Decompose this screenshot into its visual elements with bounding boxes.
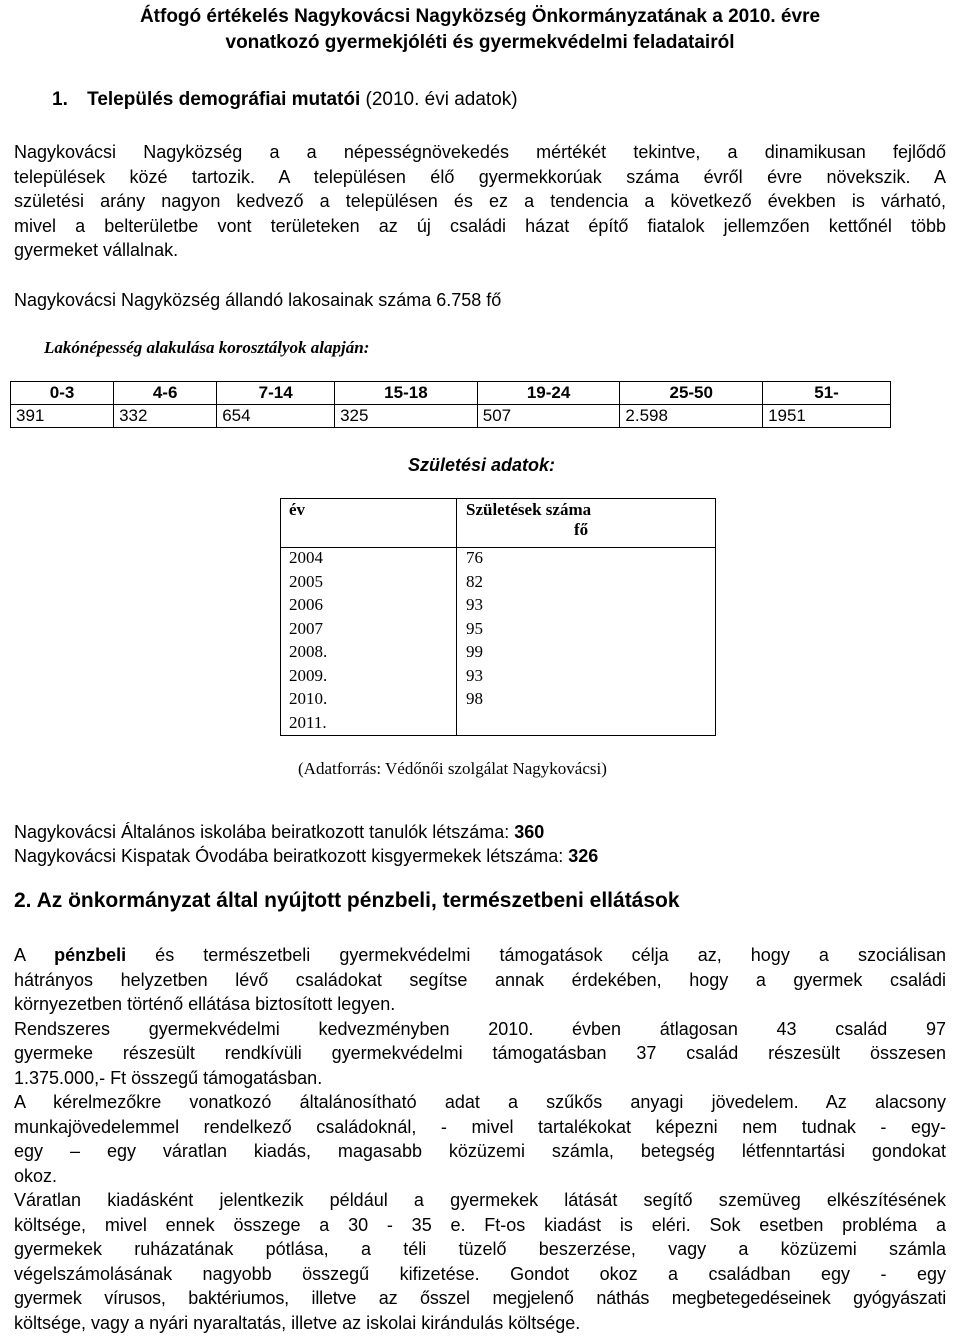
age-table-caption: Lakónépesség alakulása korosztályok alapján:	[44, 338, 370, 357]
body-line: okoz.	[14, 1165, 58, 1186]
births-header-row	[280, 498, 715, 548]
births-count-cell: 76	[466, 548, 483, 567]
age-value-cell: 507	[477, 405, 620, 428]
body-line: A kérelmezőkre vonatkozó általánosítható adat a szűkős anyagi jövedelem. Az alacsony	[14, 1092, 946, 1112]
body-line: hátrányos helyzetben lévő családokat segítse annak érdekében, hogy a gyermek családi	[14, 969, 946, 990]
section-1-heading-rest: (2010. évi adatok)	[360, 89, 518, 110]
births-count-header	[457, 498, 716, 548]
body-line: környezetben történő ellátása biztosított legyen.	[14, 994, 396, 1014]
births-year-cell: 2004	[280, 548, 457, 572]
births-caption: Születési adatok:	[408, 455, 556, 475]
body-line	[14, 943, 946, 968]
births-table	[280, 498, 715, 736]
school-enrollment-value: 360	[514, 822, 545, 842]
births-row	[280, 548, 715, 572]
kindergarten-enrollment-label: Nagykovácsi Kispatak Óvodába beiratkozott kisgyermekek létszáma:	[14, 846, 569, 866]
population-text: Nagykovácsi Nagyközség állandó lakosainak száma 6.758 fő	[14, 290, 502, 310]
births-row	[280, 572, 715, 596]
body-text-bold: pénzbeli	[54, 945, 127, 965]
age-groups-table	[10, 381, 891, 428]
section-1-number: 1.	[52, 89, 68, 110]
body-line: költsége, mivel ennek összege a 30 - 35 e. Ft-os kiadást is eléri. Sok esetben probléma a	[14, 1214, 946, 1235]
births-row	[280, 619, 715, 643]
age-value-cell: 1951	[763, 405, 891, 428]
section-2-body	[14, 943, 946, 1335]
body-line: gyermek vírusos, baktériumos, illetve az ősszel megjelenő náthás megbetegedéseinek gyógyászati	[14, 1288, 946, 1308]
body-line: 1.375.000,- Ft összegű támogatásban.	[14, 1067, 323, 1088]
age-header-cell: 51-	[763, 382, 891, 405]
births-year-cell: 2011.	[280, 713, 457, 737]
intro-paragraph	[14, 140, 946, 263]
intro-line: születési arány nagyon kedvező a településen és ez a tendencia a következő években is várható,	[14, 191, 946, 211]
births-year-cell: 2009.	[280, 666, 457, 690]
births-year-cell: 2010.	[280, 689, 457, 713]
body-line: egy – egy váratlan kiadás, magasabb közüzemi számla, betegség létfenntartási gondokat	[14, 1141, 946, 1161]
age-value-cell: 325	[335, 405, 478, 428]
kindergarten-enrollment	[14, 846, 598, 867]
body-line: gyermeke részesült rendkívüli gyermekvédelmi támogatásban 37 család részesült összesen	[14, 1043, 946, 1063]
intro-line: Nagykovácsi Nagyközség a a népességnövekedés mértékét tekintve, a dinamikusan fejlődő	[14, 142, 946, 162]
births-row	[280, 713, 715, 737]
section-1-heading	[52, 88, 518, 112]
school-enrollment	[14, 822, 544, 843]
births-row	[280, 642, 715, 666]
document-title-line-2: vonatkozó gyermekjóléti és gyermekvédelmi feladatairól	[225, 32, 735, 53]
births-count-cell: 98	[466, 689, 483, 708]
body-text: A	[14, 945, 55, 965]
age-header-cell: 15-18	[335, 382, 478, 405]
births-row	[280, 595, 715, 619]
births-count-cell	[457, 713, 716, 737]
births-year-cell: 2006	[280, 595, 457, 619]
births-count-cell: 95	[466, 618, 483, 638]
intro-line: mivel a belterületbe vont területeken az új családi házat építő fiatalok jellemzően kettőnél több	[14, 215, 946, 236]
age-header-cell: 7-14	[217, 382, 335, 405]
age-table-header-row	[11, 382, 891, 405]
section-1-heading-bold: Település demográfiai mutatói	[87, 89, 361, 110]
age-value-cell: 332	[114, 405, 217, 428]
body-line: Váratlan kiadásként jelentkezik például a gyermekek látását segítő szemüveg elkészítésének	[14, 1190, 946, 1210]
births-year-header: év	[280, 498, 457, 548]
births-row	[280, 689, 715, 713]
births-count-header-line-2: fő	[574, 520, 589, 539]
age-value-cell: 391	[11, 405, 114, 428]
age-header-cell: 0-3	[11, 382, 114, 405]
body-text: és természetbeli gyermekvédelmi támogatások célja az, hogy a szociálisan	[126, 945, 947, 965]
source-note	[298, 759, 607, 779]
age-header-cell: 19-24	[477, 382, 620, 405]
school-enrollment-label: Nagykovácsi Általános iskolába beiratkozott tanulók létszáma:	[14, 822, 515, 842]
age-header-cell: 4-6	[114, 382, 217, 405]
body-line: végelszámolásának nagyobb összegű kifizetése. Gondot okoz a családban egy - egy	[14, 1263, 946, 1284]
births-count-cell: 93	[466, 665, 483, 685]
kindergarten-enrollment-value: 326	[568, 846, 599, 866]
births-year-cell: 2008.	[280, 642, 457, 666]
body-line: Rendszeres gyermekvédelmi kedvezményben 2010. évben átlagosan 43 család 97	[14, 1018, 946, 1039]
age-value-cell: 2.598	[620, 405, 763, 428]
section-2-heading: 2. Az önkormányzat által nyújtott pénzbeli, természetbeni ellátások	[14, 889, 680, 912]
body-line: költsége, vagy a nyári nyaraltatás, illetve az iskolai kirándulás költsége.	[14, 1312, 581, 1333]
intro-line: gyermeket vállalnak.	[14, 240, 179, 260]
births-count-header-line-1: Születések száma	[466, 500, 592, 519]
document-title-line-1: Átfogó értékelés Nagykovácsi Nagyközség Önkormányzatának a 2010. évre	[139, 6, 821, 27]
age-value-cell: 654	[217, 405, 335, 428]
body-line: munkajövedelemmel rendelkező családoknál, - mivel tartalékokat képezni nem tudnak - egy-	[14, 1116, 946, 1137]
age-header-cell: 25-50	[620, 382, 763, 405]
births-count-cell: 99	[466, 642, 483, 661]
births-year-cell: 2005	[280, 572, 457, 596]
births-count-cell: 93	[466, 595, 483, 614]
body-line: gyermekek ruházatának pótlása, a téli tüzelő beszerzése, vagy a közüzemi számla	[14, 1239, 946, 1259]
births-count-cell: 82	[466, 571, 483, 591]
intro-line: települések közé tartozik. A településen élő gyermekkorúak száma évről évre növekszik. A	[14, 166, 946, 187]
source-note-text: (Adatforrás: Védőnői szolgálat Nagykovácsi)	[298, 759, 607, 778]
births-year-cell: 2007	[280, 619, 457, 643]
births-row	[280, 666, 715, 690]
age-table-values-row	[11, 405, 891, 428]
